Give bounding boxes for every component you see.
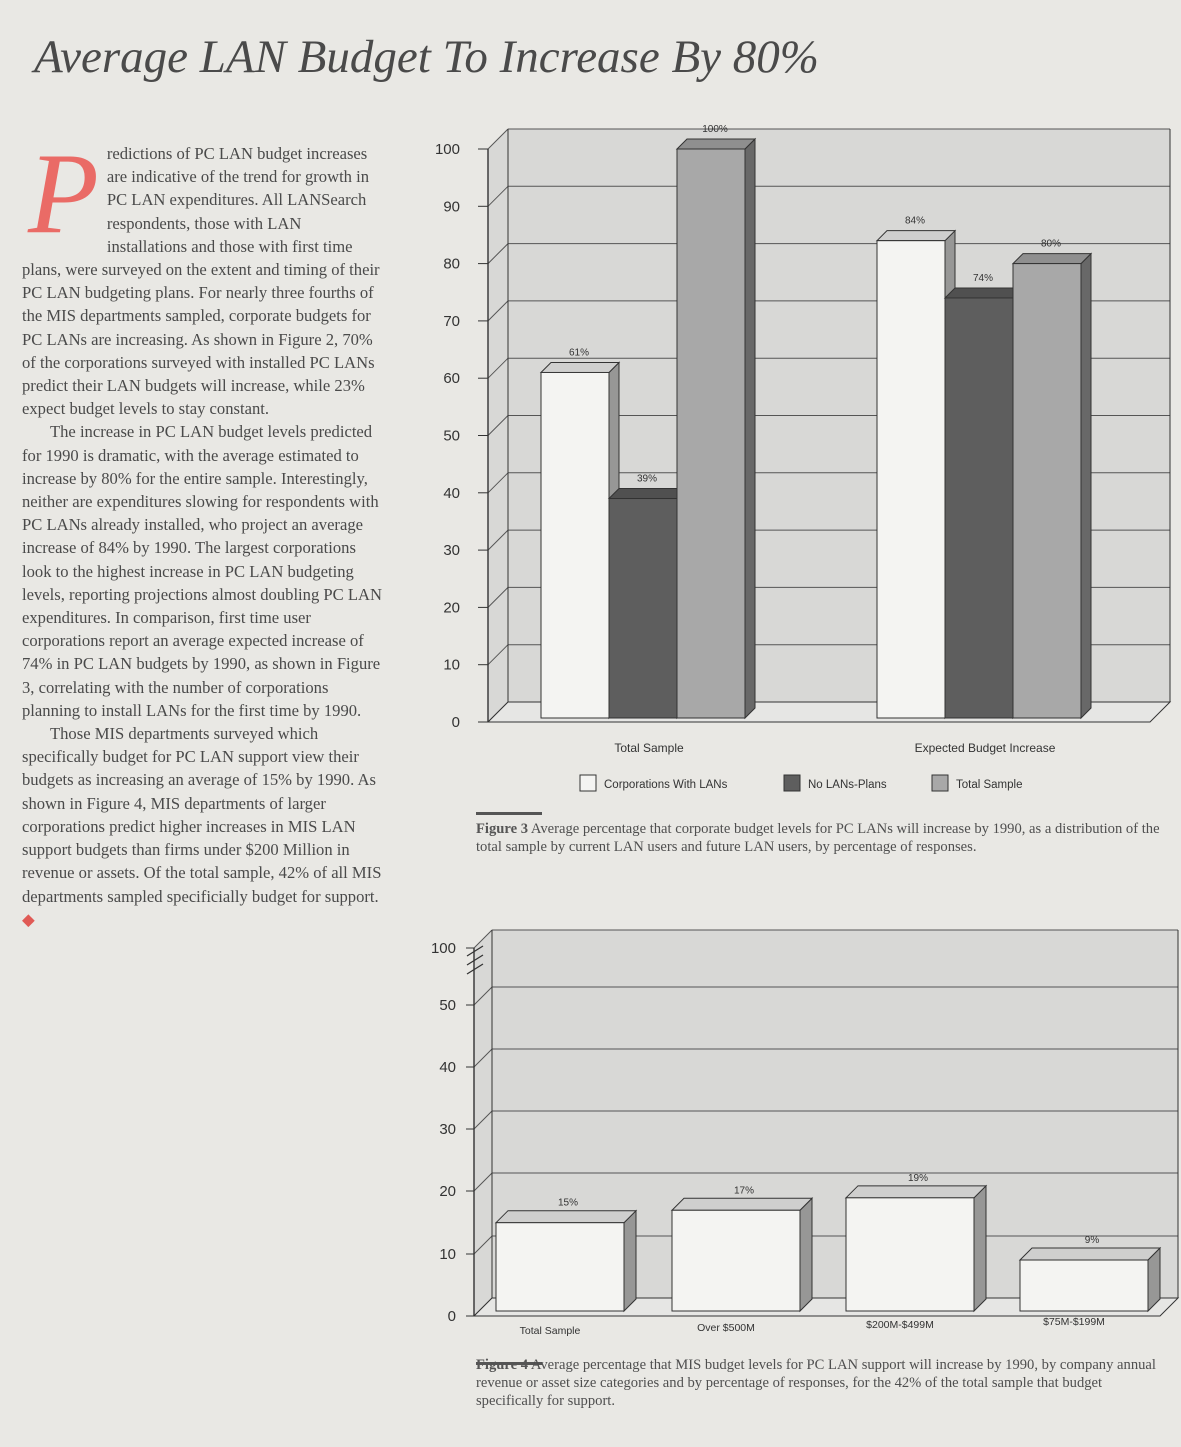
paragraph-3-text: Those MIS departments surveyed which specifically budget for PC LAN support view their budgets as increasing an average of 15% by 1990. As shown in Figure 4, MIS departments of larger corporations predict higher increases in MIS LAN support budgets than firms under $200 Million in revenue or assets. Of the total sample, 42% of all MIS departments sampled specificially budget for support.: [22, 724, 382, 906]
figure-4-tick-label: 0: [447, 1308, 456, 1325]
figure-3-data-label: 61%: [568, 347, 590, 359]
figure-4-category-label: $200M-$499M: [866, 1319, 934, 1331]
figure-3-caption-rule: [476, 812, 542, 815]
article-text: [22, 130, 384, 931]
figure-4-bar: [496, 1223, 624, 1311]
figure-4-tick-label: 30: [439, 1121, 456, 1138]
figure-3-label: Figure 3: [476, 821, 529, 837]
figure-4-bar: [1020, 1260, 1148, 1311]
paragraph-1: [22, 130, 384, 420]
figure-4-data-label: 9%: [1084, 1235, 1100, 1247]
paragraph-3: [22, 722, 384, 931]
figure-4-tick-label: 40: [439, 1059, 456, 1076]
figure-4-bar-side: [974, 1186, 986, 1311]
figure-3-tick-label: 10: [443, 656, 460, 674]
figure-3-legend-label: Total Sample: [956, 779, 1023, 791]
figure-4-bar-top: [1020, 1248, 1160, 1260]
figure-3-bar-top: [945, 288, 1023, 298]
figure-3-data-label: 39%: [636, 473, 658, 485]
figure-3-bar-top: [677, 139, 755, 149]
figure-3-bar: [677, 149, 745, 718]
figure-3-bar-top: [609, 489, 687, 499]
figure-3-data-label: 100%: [702, 124, 728, 135]
figure-3-legend-swatch: [784, 775, 800, 791]
end-mark-icon: ◆: [22, 909, 35, 929]
figure-3-data-label: 84%: [904, 215, 926, 227]
figure-4-bar-top: [846, 1186, 986, 1198]
figure-4-caption: [476, 1356, 1166, 1410]
figure-3-bar-top: [877, 231, 955, 241]
figure-3-bar: [877, 241, 945, 718]
figure-3-caption-text: Average percentage that corporate budget levels for PC LANs will increase by 1990, as a distribution of the total sample by current LAN users and future LAN users, by percentage of responses.: [476, 821, 1160, 855]
figure-4-data-label: 17%: [733, 1185, 755, 1197]
page-title: Average LAN Budget To Increase By 80%: [34, 31, 819, 83]
figure-4-data-label: 15%: [557, 1197, 579, 1209]
figure-3-tick-label: 30: [443, 542, 460, 560]
figure-3-tick-label: 50: [443, 427, 460, 445]
figure-3-tick-label: 100: [434, 141, 460, 158]
figure-3-bar-top: [541, 362, 619, 372]
figure-3-tick-label: 0: [451, 714, 460, 731]
figure-3-tick-label: 20: [443, 599, 460, 617]
figure-4-category-label: $75M-$199M: [1043, 1316, 1105, 1328]
figure-4-bar-side: [624, 1211, 636, 1311]
figure-3-bar: [541, 372, 609, 718]
drop-cap: P: [28, 130, 99, 258]
paragraph-2: The increase in PC LAN budget levels predicted for 1990 is dramatic, with the average estimated to increase by 80% for the entire sample. Interestingly, neither are expenditures slowing for respondents with PC LANs already installed, who project an average increase of 84% by 1990. The largest corporations look to the highest increase in PC LAN budgeting levels, reporting projections almost doubling PC LAN expenditures. In comparison, first time user corporations report an average expected increase of 74% in PC LAN budgets by 1990, as shown in Figure 3, correlating with the number of corporations planning to install LANs for the first time by 1990.: [22, 422, 382, 720]
figure-3-legend-swatch: [580, 775, 596, 791]
paragraph-1-text: redictions of PC LAN budget increases are indicative of the trend for growth in PC LAN expenditures. All LANSearch respondents, those with LAN installations and those with first time plans, were surveyed on the extent and timing of their PC LAN budgeting plans. For nearly three fourths of the MIS departments sampled, corporate budgets for PC LANs are increasing. As shown in Figure 2, 70% of the corporations surveyed with installed PC LANs predict their LAN budgets will increase, while 23% expect budget levels to stay constant.: [22, 144, 380, 419]
figure-3-legend-label: Corporations With LANs: [604, 779, 728, 791]
figure-3-bar: [1013, 264, 1081, 718]
figure-3-tick-label: 90: [443, 198, 460, 216]
charts-canvas: [410, 110, 1181, 1350]
figure-4-bar-top: [672, 1198, 812, 1210]
figure-3-category-label: Total Sample: [614, 741, 684, 755]
figure-3-bar: [609, 499, 677, 718]
figure-3-bar-side: [745, 139, 755, 718]
figure-4-label: Figure 4: [476, 1357, 529, 1373]
figure-4-category-label: Total Sample: [519, 1325, 581, 1337]
figure-4-data-label: 19%: [907, 1172, 929, 1184]
figure-3-data-label: 80%: [1040, 238, 1062, 250]
figure-3-tick-label: 40: [443, 484, 460, 502]
figure-3-bar-side: [1081, 254, 1091, 718]
figure-4-tick-label: 100: [430, 940, 456, 957]
figure-4-tick-label: 10: [439, 1246, 456, 1263]
figure-4-caption-text: Average percentage that MIS budget levels for PC LAN support will increase by 1990, by company annual revenue or asset size categories and by percentage of responses, for the 42% of the total sample that budget specifically for support.: [476, 1357, 1156, 1409]
figure-3-data-label: 74%: [972, 272, 994, 284]
figure-4-bar: [672, 1210, 800, 1311]
figure-3-bar: [945, 298, 1013, 718]
figure-4-category-label: Over $500M: [697, 1322, 755, 1334]
figure-4-tick-label: 50: [439, 997, 456, 1014]
figure-3-legend-label: No LANs-Plans: [808, 779, 887, 791]
figure-3-bar-top: [1013, 254, 1091, 264]
figure-3-legend-swatch: [932, 775, 948, 791]
figure-4-bar: [846, 1198, 974, 1311]
figure-3-tick-label: 70: [443, 312, 460, 330]
figure-3-tick-label: 80: [443, 255, 460, 273]
figure-4-bar-side: [800, 1198, 812, 1311]
figure-3-tick-label: 60: [443, 370, 460, 388]
figure-4-tick-label: 20: [439, 1183, 456, 1200]
figure-3-caption: [476, 820, 1166, 856]
figure-4-bar-top: [496, 1211, 636, 1223]
figure-3-category-label: Expected Budget Increase: [914, 741, 1056, 755]
